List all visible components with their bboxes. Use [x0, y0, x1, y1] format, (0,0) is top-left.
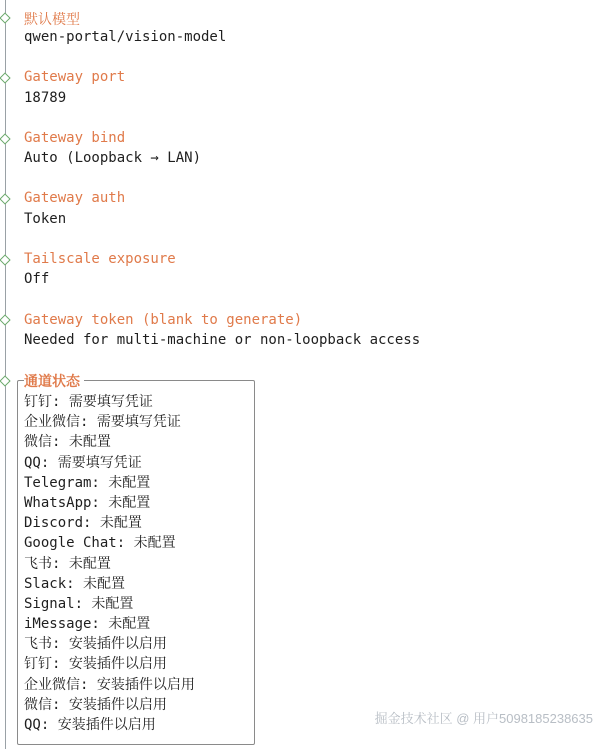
- channel-status-line: QQ: 需要填写凭证: [24, 454, 142, 471]
- channel-status-line: 企业微信: 需要填写凭证: [24, 414, 181, 431]
- setting-label: Tailscale exposure: [24, 251, 176, 267]
- setting-label: Gateway token (blank to generate): [24, 312, 303, 328]
- channel-status-line: Slack: 未配置: [24, 575, 126, 592]
- channel-status-line: WhatsApp: 未配置: [24, 494, 151, 511]
- setting-value: Needed for multi-machine or non-loopback access: [24, 332, 421, 348]
- setting-label: Gateway auth: [24, 190, 126, 206]
- channel-status-line: QQ: 安装插件以启用: [24, 717, 156, 733]
- setting-label: 默认模型: [24, 12, 80, 28]
- channel-status-list: [24, 392, 195, 735]
- setting-label: Gateway port: [24, 69, 126, 85]
- channel-status-line: 企业微信: 安装插件以启用: [24, 676, 195, 693]
- setting-value: Auto (Loopback → LAN): [24, 150, 202, 166]
- diamond-icon: [0, 12, 11, 23]
- watermark: 掘金技术社区 @ 用户5098185238635: [374, 711, 593, 726]
- diamond-icon: [0, 254, 11, 265]
- channel-status-line: Google Chat: 未配置: [24, 535, 176, 552]
- setting-value: Off: [24, 271, 50, 287]
- channel-status-line: Discord: 未配置: [24, 515, 142, 532]
- channel-status-line: Telegram: 未配置: [24, 474, 151, 491]
- diamond-icon: [0, 375, 11, 386]
- channel-status-line: 钉钉: 需要填写凭证: [24, 394, 153, 410]
- diamond-icon: [0, 193, 11, 204]
- diamond-icon: [0, 314, 11, 325]
- channel-status-line: Signal: 未配置: [24, 595, 134, 612]
- channel-status-title: 通道状态: [24, 371, 84, 391]
- setting-value: 18789: [24, 90, 67, 106]
- channel-status-line: iMessage: 未配置: [24, 616, 151, 633]
- setting-label: Gateway bind: [24, 130, 126, 146]
- channel-status-line: 飞书: 未配置: [24, 555, 111, 572]
- channel-status-line: 钉钉: 安装插件以启用: [24, 656, 167, 673]
- setting-value: qwen-portal/vision-model: [24, 29, 227, 45]
- channel-status-line: 微信: 未配置: [24, 434, 111, 451]
- channel-status-line: 微信: 安装插件以启用: [24, 696, 167, 713]
- diamond-icon: [0, 133, 11, 144]
- diamond-icon: [0, 72, 11, 83]
- setting-value: Token: [24, 211, 67, 227]
- channel-status-line: 飞书: 安装插件以启用: [24, 636, 167, 653]
